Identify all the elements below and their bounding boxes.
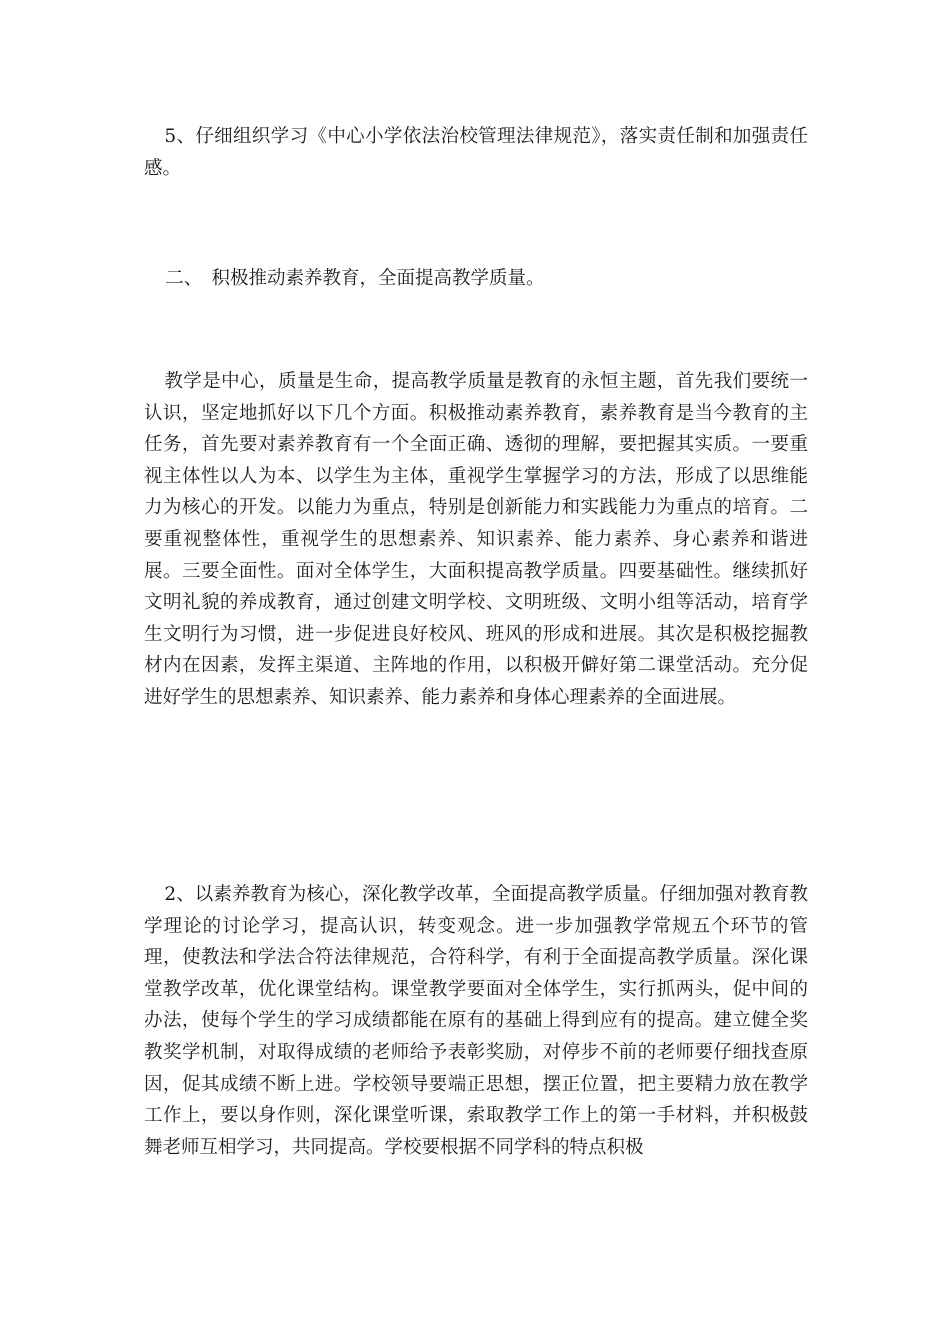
section-heading-2: [144, 263, 808, 295]
section-number: 二、: [165, 268, 203, 289]
section-heading-text: 积极推动素养教育，全面提高教学质量。: [211, 268, 545, 289]
paragraph-item-2: 2、以素养教育为核心，深化教学改革，全面提高教学质量。仔细加强对教育教学理论的讨论学习，提高认识，转变观念。进一步加强教学常规五个环节的管理，使教法和学法合符法律规范，合符科学，有利于全面提高教学质量。深化课堂教学改革，优化课堂结构。课堂教学要面对全体学生，实行抓两头，促中间的办法，使每个学生的学习成绩都能在原有的基础上得到应有的提高。建立健全奖教奖学机制，对取得成绩的老师给予表彰奖励，对停步不前的老师要仔细找查原因，促其成绩不断上进。学校领导要端正思想，摆正位置，把主要精力放在教学工作上，要以身作则，深化课堂听课，索取教学工作上的第一手材料，并积极鼓舞老师互相学习，共同提高。学校要根据不同学科的特点积极: [144, 884, 808, 1158]
paragraph-teaching-center: 教学是中心，质量是生命，提高教学质量是教育的永恒主题，首先我们要统一认识，坚定地抓好以下几个方面。积极推动素养教育，素养教育是当今教育的主任务，首先要对素养教育有一个全面正确、透彻的理解，要把握其实质。一要重视主体性以人为本、以学生为主体，重视学生掌握学习的方法，形成了以思维能力为核心的开发。以能力为重点，特别是创新能力和实践能力为重点的培育。二要重视整体性，重视学生的思想素养、知识素养、能力素养、身心素养和谐进展。三要全面性。面对全体学生，大面积提高教学质量。四要基础性。继续抓好文明礼貌的养成教育，通过创建文明学校、文明班级、文明小组等活动，培育学生文明行为习惯，进一步促进良好校风、班风的形成和进展。其次是积极挖掘教材内在因素，发挥主渠道、主阵地的作用，以积极开僻好第二课堂活动。充分促进好学生的思想素养、知识素养、能力素养和身体心理素养的全面进展。: [144, 371, 808, 708]
paragraph-item-5: 5、仔细组织学习《中心小学依法治校管理法律规范》，落实责任制和加强责任感。: [144, 126, 808, 179]
